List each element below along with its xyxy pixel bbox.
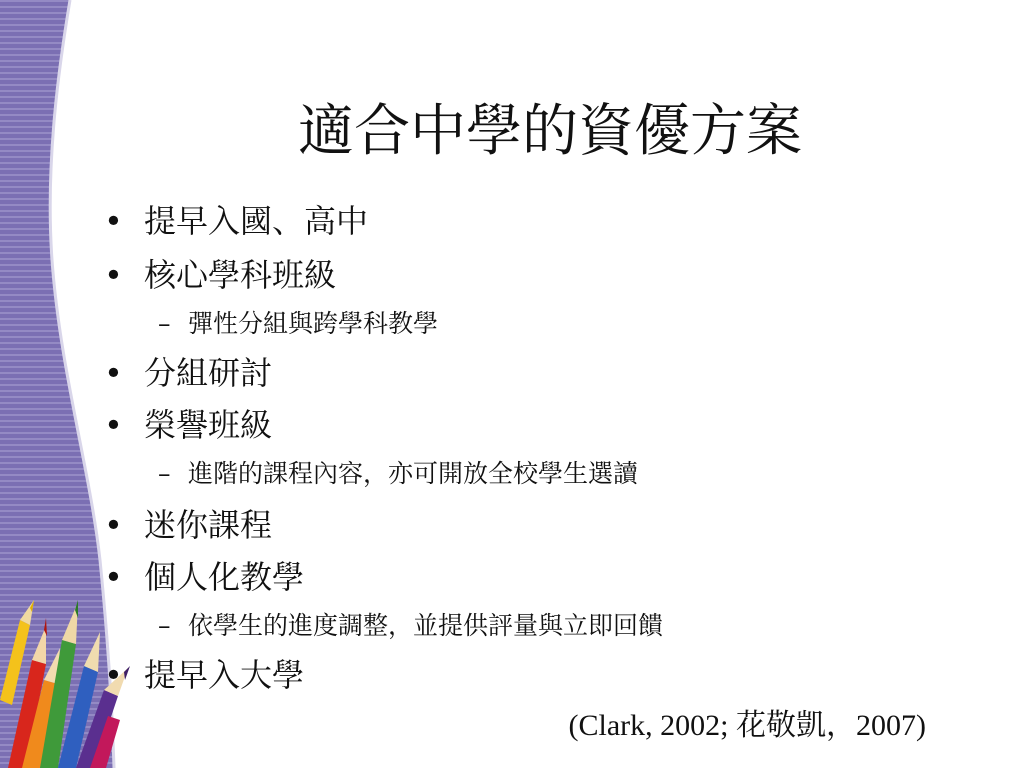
list-item xyxy=(104,400,272,446)
list-item xyxy=(104,650,304,696)
list-item xyxy=(104,196,368,242)
dash-marker: – xyxy=(158,459,171,488)
list-item xyxy=(104,500,272,546)
list-item-text: 迷你課程 xyxy=(144,506,273,544)
citation: (Clark, 2002; 花敬凱，2007) xyxy=(568,709,926,742)
bullet-marker: • xyxy=(104,256,123,294)
list-item xyxy=(158,304,438,340)
list-item-text: 榮譽班級 xyxy=(144,406,273,444)
list-item xyxy=(158,606,663,642)
bullet-marker: • xyxy=(104,656,123,694)
list-item-text: 分組研討 xyxy=(144,354,273,392)
bullet-marker: • xyxy=(104,354,123,392)
bullet-marker: • xyxy=(104,558,123,596)
list-item xyxy=(104,250,336,296)
list-item-text: 進階的課程內容，亦可開放全校學生選讀 xyxy=(188,459,639,488)
slide-title: 適合中學的資優方案 xyxy=(298,99,802,164)
dash-marker: – xyxy=(158,611,171,640)
list-item-text: 彈性分組與跨學科教學 xyxy=(188,309,439,338)
list-item xyxy=(104,552,304,598)
list-item xyxy=(104,348,272,394)
list-item-text: 核心學科班級 xyxy=(144,256,337,294)
dash-marker: – xyxy=(158,309,171,338)
list-item-text: 依學生的進度調整，並提供評量與立即回饋 xyxy=(188,611,664,640)
list-item-text: 個人化教學 xyxy=(144,558,305,596)
bullet-marker: • xyxy=(104,506,123,544)
list-item-text: 提早入大學 xyxy=(144,656,305,694)
bullet-marker: • xyxy=(104,406,123,444)
list-item-text: 提早入國、高中 xyxy=(144,202,369,240)
list-item xyxy=(158,454,638,490)
bullet-marker: • xyxy=(104,202,123,240)
